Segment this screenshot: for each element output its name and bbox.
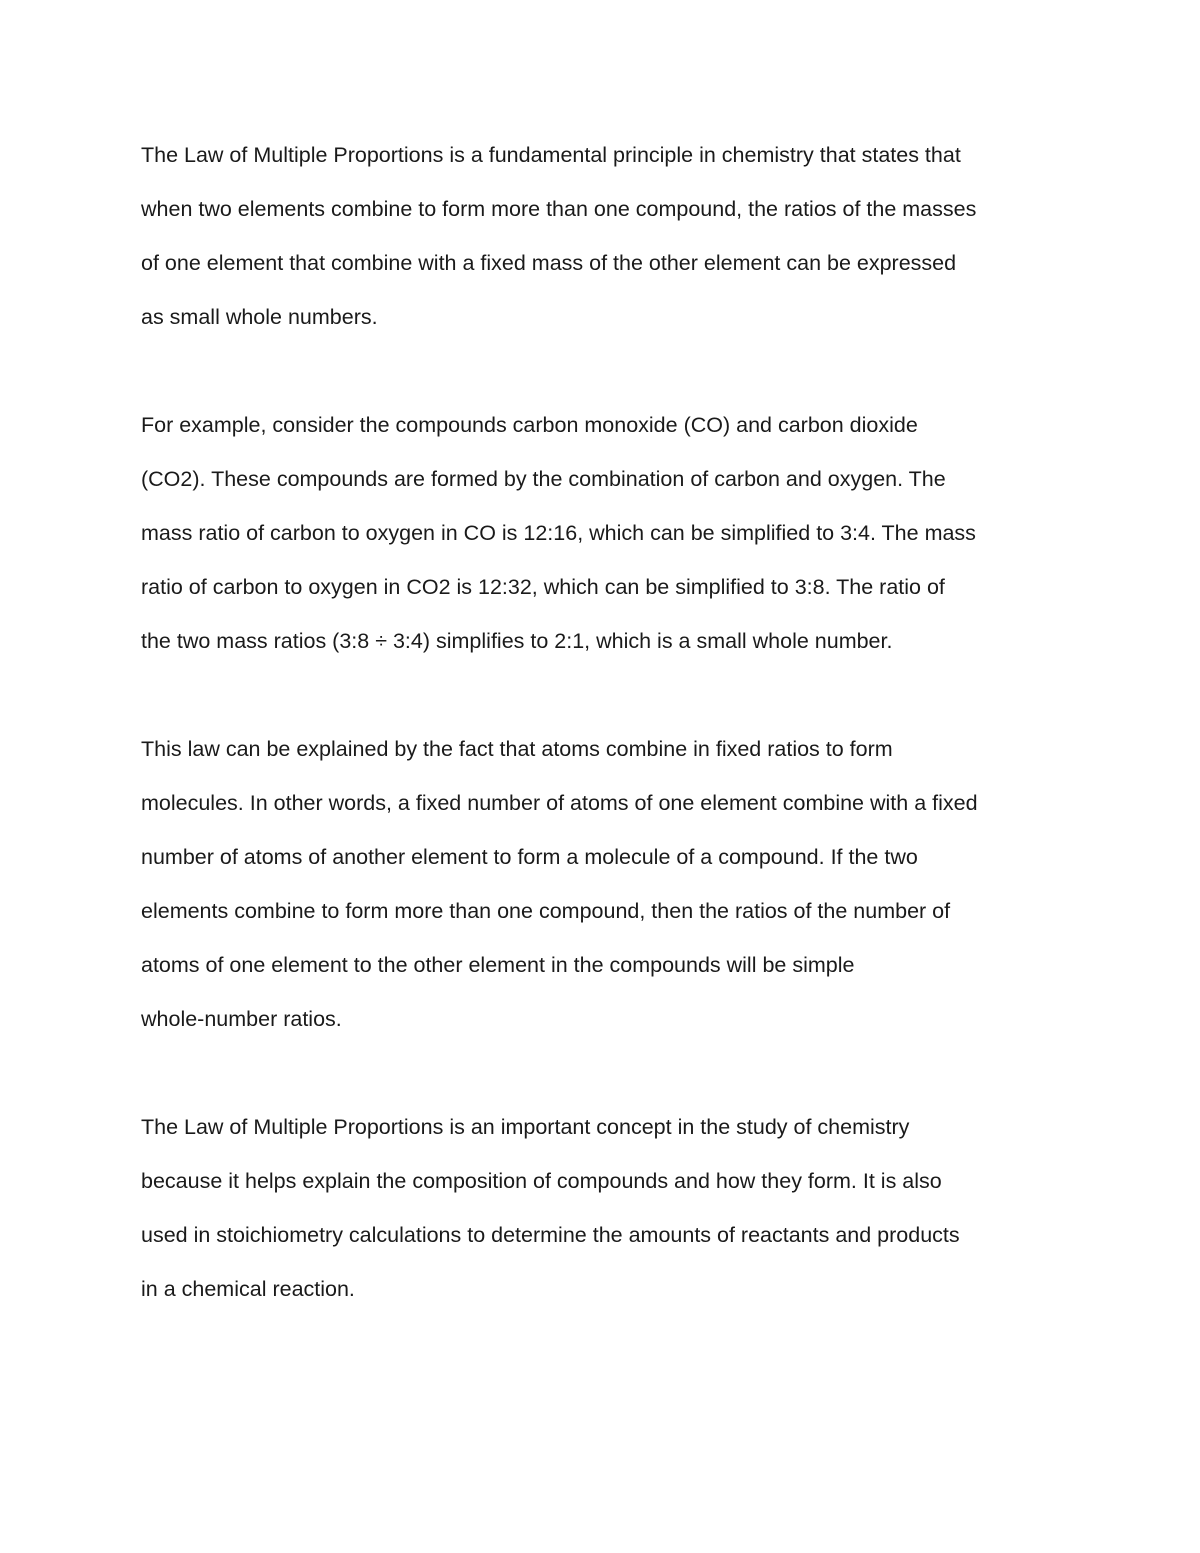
text-line: used in stoichiometry calculations to determine the amounts of reactants and products <box>141 1223 960 1247</box>
paragraph-importance <box>141 1100 1071 1316</box>
text-line: (CO2). These compounds are formed by the combination of carbon and oxygen. The <box>141 467 946 491</box>
text-line: when two elements combine to form more than one compound, the ratios of the masses <box>141 197 977 221</box>
text-line: as small whole numbers. <box>141 305 378 329</box>
text-line: The Law of Multiple Proportions is a fundamental principle in chemistry that states that <box>141 143 961 167</box>
text-line: mass ratio of carbon to oxygen in CO is 12:16, which can be simplified to 3:4. The mass <box>141 521 976 545</box>
text-line: the two mass ratios (3:8 ÷ 3:4) simplifies to 2:1, which is a small whole number. <box>141 629 893 653</box>
text-line: number of atoms of another element to form a molecule of a compound. If the two <box>141 845 918 869</box>
text-line: atoms of one element to the other element in the compounds will be simple <box>141 953 855 977</box>
text-line: ratio of carbon to oxygen in CO2 is 12:32, which can be simplified to 3:8. The ratio of <box>141 575 945 599</box>
text-line: of one element that combine with a fixed mass of the other element can be expressed <box>141 251 957 275</box>
document-body <box>141 128 1071 1370</box>
paragraph-definition <box>141 128 1071 344</box>
text-line: This law can be explained by the fact that atoms combine in fixed ratios to form <box>141 737 893 761</box>
text-line: in a chemical reaction. <box>141 1277 355 1301</box>
text-line: elements combine to form more than one compound, then the ratios of the number of <box>141 899 951 923</box>
text-line: The Law of Multiple Proportions is an important concept in the study of chemistry <box>141 1115 910 1139</box>
text-line: whole-number ratios. <box>141 1007 342 1031</box>
text-line: because it helps explain the composition of compounds and how they form. It is also <box>141 1169 942 1193</box>
text-line: For example, consider the compounds carbon monoxide (CO) and carbon dioxide <box>141 413 918 437</box>
paragraph-example <box>141 398 1071 668</box>
text-line: molecules. In other words, a fixed number of atoms of one element combine with a fixed <box>141 791 978 815</box>
paragraph-explanation <box>141 722 1071 1046</box>
